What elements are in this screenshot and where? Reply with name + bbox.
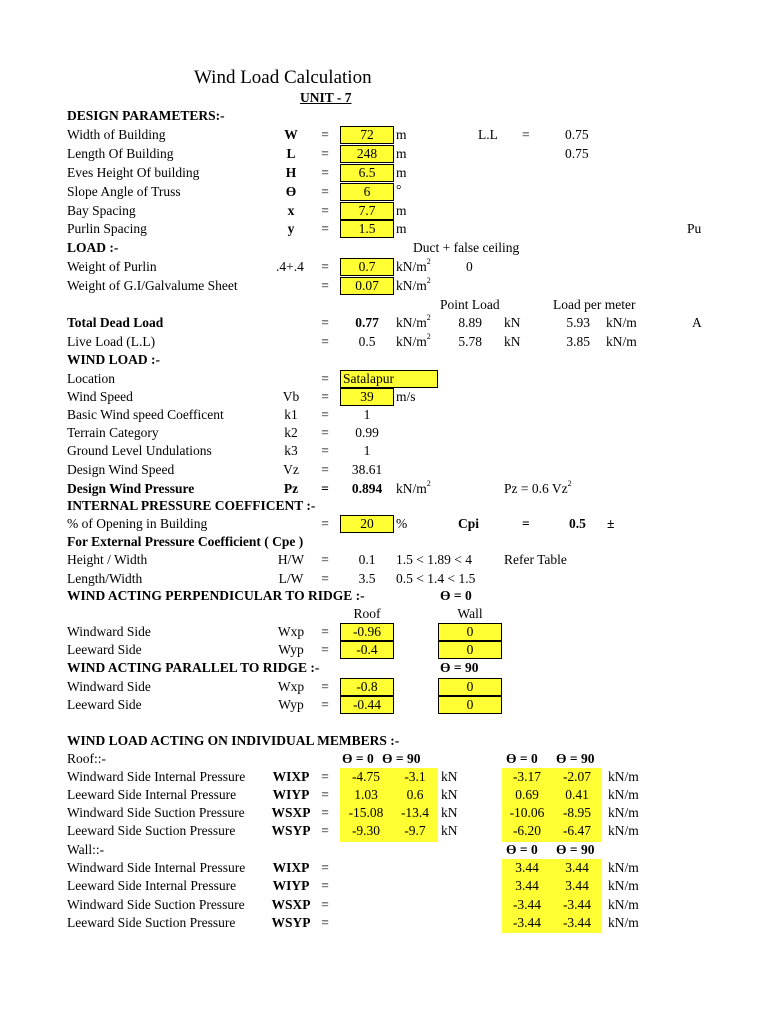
param-label: Width of Building <box>67 127 166 142</box>
plus-minus-sign: ± <box>607 516 615 531</box>
member-value-theta90: -9.7 <box>404 823 426 838</box>
equals-sign: = <box>321 769 329 784</box>
theta-0-label: ϴ = 0 <box>506 751 538 766</box>
unit-kn-m2: $kN/m^2$ <box>396 257 431 274</box>
member-symbol: WIXP <box>272 860 310 875</box>
hw-symbol: H/W <box>277 552 305 567</box>
equals-sign: = <box>321 823 329 838</box>
dead-load-per-meter: 5.93 <box>566 315 590 330</box>
perp-windward-wall-input[interactable]: 0 <box>438 623 502 641</box>
wind-speed-symbol: Vb <box>282 389 300 404</box>
wind-speed-input[interactable]: 39 <box>340 388 394 406</box>
k2-value: 0.99 <box>355 425 379 440</box>
point-load-header: Point Load <box>440 297 500 312</box>
member-symbol: WSYP <box>271 915 311 930</box>
unit-kn-m: kN/m <box>608 787 639 802</box>
equals-sign: = <box>321 389 329 404</box>
param-unit: ° <box>396 182 402 197</box>
parallel-heading: WIND ACTING PARALLEL TO RIDGE :- <box>67 660 320 675</box>
unit-kn: kN <box>504 315 521 330</box>
unit-kn-m: kN/m <box>608 769 639 784</box>
unit-kn-m2: $kN/m^2$ <box>396 313 431 330</box>
duct-note: Duct + false ceiling <box>413 240 520 255</box>
member-label: Windward Side Suction Pressure <box>67 897 245 912</box>
total-dead-load-value: 0.77 <box>355 315 379 330</box>
height-width-label: Height / Width <box>67 552 148 567</box>
equals-sign: = <box>321 443 329 458</box>
vz-symbol: Vz <box>283 462 299 477</box>
load-heading: LOAD :- <box>67 240 119 255</box>
equals-sign: = <box>321 334 329 349</box>
unit-percent: % <box>396 516 408 531</box>
k2-symbol: k2 <box>284 425 298 440</box>
lw-value: 3.5 <box>358 571 376 586</box>
member-value-theta0: -9.30 <box>351 823 381 838</box>
wall-perm-theta0: 3.44 <box>515 860 539 875</box>
unit-kn-m: kN/m <box>608 823 639 838</box>
equals-sign: = <box>321 221 329 236</box>
k3-label: Ground Level Undulations <box>67 443 212 458</box>
unit-m-s: m/s <box>396 389 416 404</box>
length-width-label: Length/Width <box>67 571 143 586</box>
equals-sign: = <box>321 516 329 531</box>
internal-pressure-heading: INTERNAL PRESSURE COEFFICENT :- <box>67 498 316 513</box>
live-load-label: Live Load (L.L) <box>67 334 156 349</box>
equals-sign: = <box>321 146 329 161</box>
param-symbol: W <box>284 127 298 142</box>
wall-perm-theta0: -3.44 <box>512 915 542 930</box>
wall-perm-theta90: 3.44 <box>565 860 589 875</box>
lw-symbol: L/W <box>278 571 304 586</box>
cpi-label: Cpi <box>458 516 480 531</box>
perp-windward-roof-input[interactable]: -0.96 <box>340 623 394 641</box>
theta-90-label: ϴ = 90 <box>440 660 479 675</box>
vz-value: 38.61 <box>351 462 383 477</box>
perp-leeward-roof-input[interactable]: -0.4 <box>340 641 394 659</box>
perpendicular-heading: WIND ACTING PERPENDICULAR TO RIDGE :- <box>67 588 365 603</box>
opening-label: % of Opening in Building <box>67 516 208 531</box>
member-value-theta90: -13.4 <box>400 805 430 820</box>
equals-sign: = <box>321 481 329 496</box>
theta-90-label: ϴ = 90 <box>556 842 595 857</box>
member-perm-theta0: 0.69 <box>515 787 539 802</box>
k1-symbol: k1 <box>284 407 298 422</box>
wall-section-label: Wall::- <box>67 842 105 857</box>
wind-load-heading: WIND LOAD :- <box>67 352 160 367</box>
equals-sign: = <box>321 184 329 199</box>
truncated-cell-text: Pu <box>687 221 702 236</box>
param-unit: m <box>396 127 407 142</box>
member-perm-theta90: -6.47 <box>562 823 592 838</box>
unit-kn-m: kN/m <box>608 860 639 875</box>
member-perm-theta0: -6.20 <box>512 823 542 838</box>
roof-header: Roof <box>353 606 381 621</box>
param-label: Bay Spacing <box>67 203 136 218</box>
para-leeward-wall-input[interactable]: 0 <box>438 696 502 714</box>
ll-value: 0.75 <box>565 127 589 142</box>
equals-sign: = <box>321 787 329 802</box>
member-value-theta90: -3.1 <box>404 769 426 784</box>
design-wind-speed-label: Design Wind Speed <box>67 462 175 477</box>
member-symbol: WIYP <box>272 787 310 802</box>
param-unit: m <box>396 203 407 218</box>
unit-kn-m2: $kN/m^2$ <box>396 479 431 496</box>
hw-range: 1.5 < 1.89 < 4 <box>396 552 472 567</box>
dead-point-load: 8.89 <box>458 315 482 330</box>
wyp-symbol: Wyp <box>278 697 304 712</box>
member-value-theta0: 1.03 <box>354 787 378 802</box>
unit-kn: kN <box>504 334 521 349</box>
sheet-weight-input[interactable]: 0.07 <box>340 277 394 295</box>
equals-sign: = <box>321 679 329 694</box>
wall-perm-theta90: -3.44 <box>562 897 592 912</box>
unit-kn: kN <box>441 805 458 820</box>
ll-value: 0.75 <box>565 146 589 161</box>
k2-label: Terrain Category <box>67 425 159 440</box>
member-symbol: WIYP <box>272 878 310 893</box>
equals-sign: = <box>321 878 329 893</box>
purlin-weight-input[interactable]: 0.7 <box>340 258 394 276</box>
hw-value: 0.1 <box>358 552 376 567</box>
wall-perm-theta90: -3.44 <box>562 915 592 930</box>
member-label: Windward Side Suction Pressure <box>67 805 245 820</box>
equals-sign: = <box>321 425 329 440</box>
member-label: Leeward Side Suction Pressure <box>67 915 236 930</box>
member-value-theta0: -15.08 <box>348 805 384 820</box>
unit-kn-m: kN/m <box>606 334 637 349</box>
member-perm-theta0: -3.17 <box>512 769 542 784</box>
theta-0-label: ϴ = 0 <box>506 842 538 857</box>
page-title: Wind Load Calculation <box>194 67 372 88</box>
member-symbol: WSYP <box>271 823 311 838</box>
equals-sign: = <box>321 462 329 477</box>
member-perm-theta90: -2.07 <box>562 769 592 784</box>
unit-kn-m: kN/m <box>608 805 639 820</box>
member-label: Windward Side Internal Pressure <box>67 860 246 875</box>
ll-label: L.L <box>478 127 498 142</box>
wall-perm-theta90: 3.44 <box>565 878 589 893</box>
equals-sign: = <box>321 552 329 567</box>
param-unit: m <box>396 221 407 236</box>
theta-90-label: ϴ = 90 <box>382 751 421 766</box>
unit-kn-m: kN/m <box>608 878 639 893</box>
equals-sign: = <box>321 624 329 639</box>
location-label: Location <box>67 371 115 386</box>
equals-sign: = <box>321 697 329 712</box>
param-label: Length Of Building <box>67 146 174 161</box>
opening-percent-input[interactable]: 20 <box>340 515 394 533</box>
members-heading: WIND LOAD ACTING ON INDIVIDUAL MEMBERS :- <box>67 733 400 748</box>
windward-label: Windward Side <box>67 624 151 639</box>
design-wind-pressure-label: Design Wind Pressure <box>67 481 195 496</box>
k3-symbol: k3 <box>284 443 298 458</box>
windward-label: Windward Side <box>67 679 151 694</box>
equals-sign: = <box>321 642 329 657</box>
param-symbol: ϴ <box>285 184 297 199</box>
truncated-cell-text: A <box>692 315 702 330</box>
slope-angle-input[interactable]: 6 <box>340 183 394 201</box>
equals-sign: = <box>321 897 329 912</box>
purlin-spacing-input[interactable]: 1.5 <box>340 220 394 238</box>
pz-value: 0.894 <box>351 481 383 496</box>
member-label: Leeward Side Internal Pressure <box>67 787 237 802</box>
pz-formula: Pz = 0.6 Vz$^2$ <box>504 479 572 496</box>
theta-90-label: ϴ = 90 <box>556 751 595 766</box>
equals-sign: = <box>321 571 329 586</box>
k3-value: 1 <box>363 443 371 458</box>
equals-sign: = <box>321 165 329 180</box>
equals-sign: = <box>522 516 530 531</box>
param-label: Purlin Spacing <box>67 221 147 236</box>
location-input[interactable]: Satalapur <box>340 370 438 388</box>
leeward-label: Leeward Side <box>67 642 142 657</box>
equals-sign: = <box>321 259 329 274</box>
param-symbol: H <box>285 165 297 180</box>
para-leeward-roof-input[interactable]: -0.44 <box>340 696 394 714</box>
purlin-weight-symbol: .4+.4 <box>276 259 304 274</box>
member-value-theta0: -4.75 <box>351 769 381 784</box>
param-symbol: x <box>287 203 295 218</box>
unit-label: UNIT - 7 <box>300 90 352 105</box>
equals-sign: = <box>321 315 329 330</box>
wall-header: Wall <box>457 606 483 621</box>
total-dead-load-label: Total Dead Load <box>67 315 164 330</box>
equals-sign: = <box>321 127 329 142</box>
equals-sign: = <box>321 805 329 820</box>
member-perm-theta90: -8.95 <box>562 805 592 820</box>
theta-0-label: ϴ = 0 <box>440 588 472 603</box>
equals-sign: = <box>522 127 530 142</box>
purlin-weight-label: Weight of Purlin <box>67 259 157 274</box>
param-label: Eves Height Of building <box>67 165 200 180</box>
cpi-value: 0.5 <box>569 516 586 531</box>
para-windward-wall-input[interactable]: 0 <box>438 678 502 696</box>
design-parameters-heading: DESIGN PARAMETERS:- <box>67 108 225 123</box>
unit-kn-m: kN/m <box>606 315 637 330</box>
member-label: Leeward Side Internal Pressure <box>67 878 237 893</box>
equals-sign: = <box>321 915 329 930</box>
unit-kn: kN <box>441 787 458 802</box>
roof-section-label: Roof::- <box>67 751 106 766</box>
param-symbol: L <box>286 146 296 161</box>
length-input[interactable]: 248 <box>340 145 394 163</box>
k1-value: 1 <box>363 407 371 422</box>
wind-speed-label: Wind Speed <box>67 389 133 404</box>
param-unit: m <box>396 146 407 161</box>
wxp-symbol: Wxp <box>277 679 305 694</box>
member-symbol: WIXP <box>272 769 310 784</box>
leeward-label: Leeward Side <box>67 697 142 712</box>
equals-sign: = <box>321 203 329 218</box>
live-load-per-meter: 3.85 <box>566 334 590 349</box>
wall-perm-theta0: 3.44 <box>515 878 539 893</box>
pz-symbol: Pz <box>283 481 299 496</box>
member-perm-theta0: -10.06 <box>509 805 545 820</box>
live-point-load: 5.78 <box>458 334 482 349</box>
para-windward-roof-input[interactable]: -0.8 <box>340 678 394 696</box>
theta-0-label: ϴ = 0 <box>342 751 374 766</box>
unit-kn-m: kN/m <box>608 915 639 930</box>
wxp-symbol: Wxp <box>277 624 305 639</box>
param-unit: m <box>396 165 407 180</box>
param-label: Slope Angle of Truss <box>67 184 181 199</box>
k1-label: Basic Wind speed Coefficent <box>67 407 224 422</box>
unit-kn: kN <box>441 769 458 784</box>
eaves-height-input[interactable]: 6.5 <box>340 164 394 182</box>
external-pressure-heading: For External Pressure Coefficient ( Cpe ) <box>67 534 304 549</box>
equals-sign: = <box>321 371 329 386</box>
unit-kn-m2: $kN/m^2$ <box>396 276 431 293</box>
wall-perm-theta0: -3.44 <box>512 897 542 912</box>
equals-sign: = <box>321 407 329 422</box>
unit-kn: kN <box>441 823 458 838</box>
wyp-symbol: Wyp <box>278 642 304 657</box>
lw-range: 0.5 < 1.4 < 1.5 <box>396 571 476 586</box>
member-symbol: WSXP <box>271 805 311 820</box>
member-value-theta90: 0.6 <box>406 787 424 802</box>
live-load-value: 0.5 <box>358 334 376 349</box>
refer-table-note: Refer Table <box>504 552 567 567</box>
equals-sign: = <box>321 278 329 293</box>
member-label: Windward Side Internal Pressure <box>67 769 246 784</box>
member-perm-theta90: 0.41 <box>565 787 589 802</box>
perp-leeward-wall-input[interactable]: 0 <box>438 641 502 659</box>
width-input[interactable]: 72 <box>340 126 394 144</box>
load-per-meter-header: Load per meter <box>553 297 636 312</box>
bay-spacing-input[interactable]: 7.7 <box>340 202 394 220</box>
equals-sign: = <box>321 860 329 875</box>
duct-value: 0 <box>466 259 473 274</box>
sheet-weight-label: Weight of G.I/Galvalume Sheet <box>67 278 238 293</box>
unit-kn-m: kN/m <box>608 897 639 912</box>
unit-kn-m2: $kN/m^2$ <box>396 332 431 349</box>
param-symbol: y <box>287 221 295 236</box>
member-label: Leeward Side Suction Pressure <box>67 823 236 838</box>
member-symbol: WSXP <box>271 897 311 912</box>
